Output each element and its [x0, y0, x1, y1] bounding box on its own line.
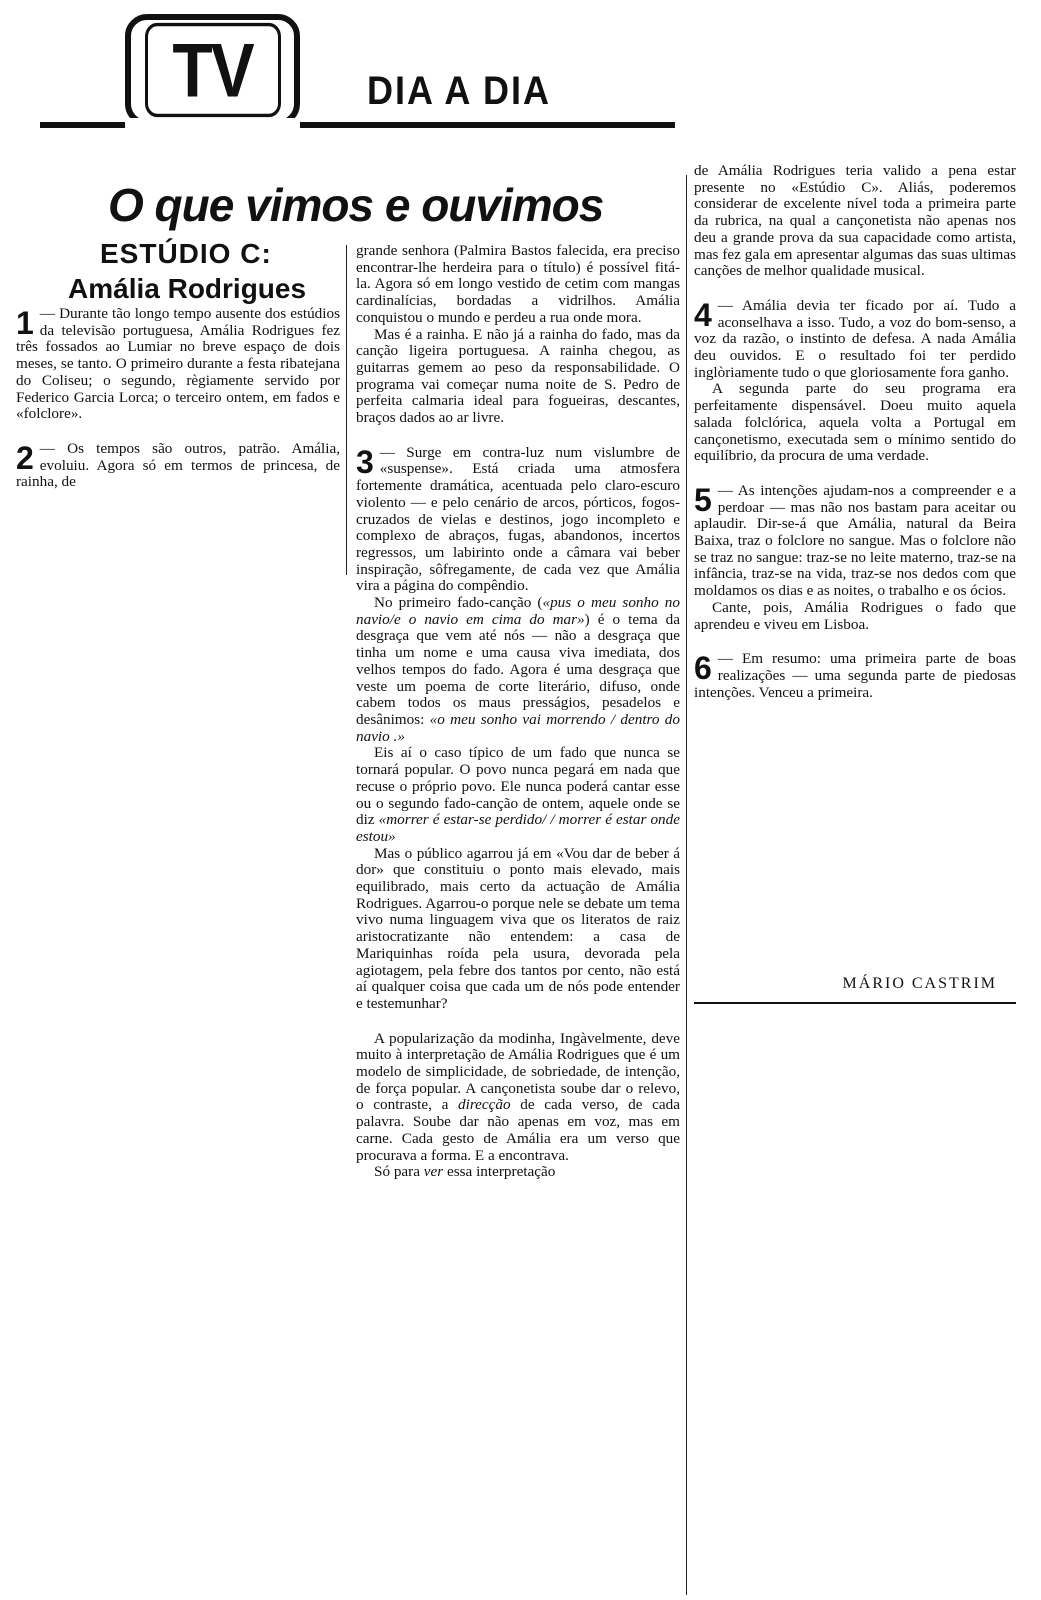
text: No primeiro fado-canção ( — [374, 594, 543, 612]
tv-logo — [125, 14, 300, 126]
column-divider-2 — [686, 175, 687, 1595]
section-number-2: 2 — [16, 439, 34, 476]
tv-logo-text: TV — [145, 23, 281, 117]
paragraph-5-text: — As intenções ajudam-nos a compreender e a perdoar — mas não nos bastam para aceitar ou aplaudir. Dir-se-á que Amália, natural da Beira Baixa, traz o folclore no sangue. Mas o folclore não se traz no sangue: traz-se no leite materno, traz-se na infância, traz-se na vida, traz-se nos dedos com que moldamos os dias e as noites, o trabalho e os ócios. — [694, 481, 1016, 600]
header-rule-gap — [125, 118, 300, 132]
quote: «morrer é estar-se perdido/ / morrer é estar onde estou» — [356, 811, 680, 845]
paragraph: A segunda parte do seu programa era perfeitamente dispensável. Doeu muito aquela salada folclórica, aquela volta a Portugal em cançonetismo, executada sem o mínimo sentido do equilíbrio, da procura de uma verdade. — [694, 380, 1016, 465]
text: A popularização da modinha, Ingàvelmente, deve muito à interpretação de Amália Rodrigues que é um modelo de simplicidade, de sobriedade, de intenção, de força popular. A cançonetista soube dar o relevo, o contraste, a — [356, 1029, 680, 1114]
column-divider-1 — [346, 245, 347, 575]
subtitle-program: ESTÚDIO C: — [100, 238, 272, 269]
text: de cada verso, de cada palavra. Soube dar não apenas em voz, mas em carne. Cada gesto de Amália era um verso que procurava a forma. E a encontrava. — [356, 1096, 680, 1164]
text: Só para — [374, 1163, 424, 1181]
quote: «o meu sonho vai morrendo / dentro do navio .» — [356, 710, 680, 745]
subtitle-artist: Amália Rodrigues — [68, 273, 307, 304]
paragraph: Cante, pois, Amália Rodrigues o fado que aprendeu e viveu em Lisboa. — [694, 598, 1016, 633]
paragraph-1 — [16, 306, 340, 423]
paragraph-5 — [694, 483, 1016, 600]
column-end-rule — [694, 1002, 1016, 1004]
paragraph-3 — [356, 445, 680, 595]
emphasis: ver — [423, 1163, 444, 1181]
paragraph-3-text: — Surge em contra-luz num vislumbre de «suspense». Está criada uma atmosfera fortemente dramática, acentuada pelo claro-escuro violento — e pelo cenário de arcos, pórticos, fogos-cruzados de vielas e destinos, jogo incompleto e complexo de abraços, fugas, abandonos, incertos regressos, um labirinto onde a câmara vai beber inspiração, sôfregamente, de cada vez que Amália vira a página do compêndio. — [356, 443, 680, 595]
paragraph-4 — [694, 298, 1016, 382]
paragraph — [356, 745, 680, 845]
paragraph — [356, 1031, 680, 1165]
paragraph: grande senhora (Palmira Bastos falecida, era preciso encontrar-lhe herdeira para o título) é possível fitá-la. Agora só em longo vestido de cetim com mangas cardinalícias, bordadas a vidrilhos. Amália conquistou o mundo e perdeu a rua onde mora. — [356, 242, 680, 326]
paragraph-2-text: — Os tempos são outros, patrão. Amália, evoluiu. Agora só em termos de princesa, de rainha, de — [16, 439, 340, 491]
paragraph-6-text: — Em resumo: uma primeira parte de boas realizações — uma segunda parte de piedosas intenções. Venceu a primeira. — [694, 650, 1016, 701]
paragraph-1-text: — Durante tão longo tempo ausente dos estúdios da televisão portuguesa, Amália Rodrigues fez três fossados ao Lumiar no breve espaço de dois meses, se tanto. O primeiro durante a festa ribatejana do Coliseu; o segundo, règiamente servido por Federico Garcia Lorca; o terceiro ontem, em fados e «folclore». — [16, 305, 340, 423]
paragraph-4-text: — Amália devia ter ficado por aí. Tudo a aconselhava a isso. Tudo, a voz do bom-senso, a voz da razão, o instinto de defesa. A nada Amália deu ouvidos. E o resultado foi ter perdido inglòriamente tudo o que gloriosamente fora ganho. — [694, 296, 1016, 381]
paragraph — [356, 1164, 680, 1181]
section-title: DIA A DIA — [367, 67, 551, 113]
emphasis: direcção — [458, 1096, 511, 1114]
paragraph-6 — [694, 651, 1016, 701]
section-number-6: 6 — [694, 650, 712, 687]
column-3 — [694, 163, 1016, 701]
section-number-5: 5 — [694, 481, 712, 518]
section-number-4: 4 — [694, 296, 712, 333]
column-2 — [356, 243, 680, 1181]
column-1 — [16, 306, 340, 491]
section-number-3: 3 — [356, 443, 374, 480]
paragraph: Mas é a rainha. E não já a rainha do fado, mas da canção ligeira portuguesa. A rainha chegou, as guitarras gemem ao peso da responsabilidade. O programa vai começar numa noite de S. Pedro de perfeita calmaria ideal para fogueiras, descantes, braços dados ao ar livre. — [356, 325, 680, 427]
paragraph: Mas o público agarrou já em «Vou dar de beber á dor» que constituiu o ponto mais elevado, mais equilibrado, mais certo da actuação de Amália Rodrigues. Agarrou-o porque nele se debate um tema vivo numa linguagem viva que os literatos de raiz aristocratizante não entendem: a casa de Mariquinhas roída pela usura, devorada pela agiotagem, pela febre dos tantos por cento, não está aí qualquer coisa que cada um de nós pode entender e testemunhar? — [356, 844, 680, 1012]
quote: «pus o meu sonho no navio/e o navio em cima do mar» — [356, 594, 680, 628]
paragraph-2 — [16, 441, 340, 491]
text: ) é o tema da desgraça que vem até nós — não a desgraça que tinha um nome e uma causa viva imediata, dos velhos tempos do fado. Agora é uma desgraça que veste um poema de corte literário, difuso, onde cabem todos os maus presságios, pesadelos e desânimos: — [356, 610, 680, 728]
section-number-1: 1 — [16, 305, 34, 341]
author-signature: MÁRIO CASTRIM — [842, 975, 997, 992]
text: Eis aí o caso típico de um fado que nunca se tornará popular. O povo nunca pegará em nada que recuse o próprio povo. Ele nunca poderá cantar esse ou o segundo fado-canção de ontem, aquele onde se diz — [356, 744, 680, 829]
headline: O que vimos e ouvimos — [108, 179, 604, 231]
paragraph: de Amália Rodrigues teria valido a pena estar presente no «Estúdio C». Aliás, poderemos considerar de excelente nível toda a primeira parte da rubrica, na qual a cançonetista não apenas nos deu a grande prova da sua capacidade como artista, mas fez gala em apresentar algumas das suas ultimas canções de melhor qualidade musical. — [694, 162, 1016, 280]
paragraph — [356, 595, 680, 745]
text: essa interpretação — [443, 1163, 556, 1181]
